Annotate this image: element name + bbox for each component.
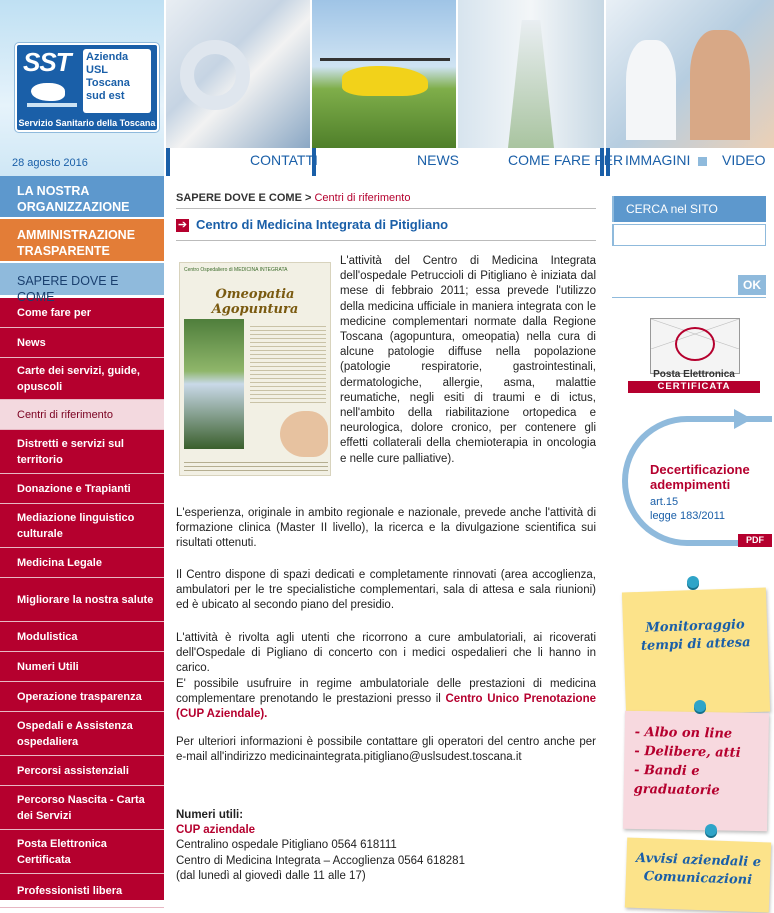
- logo-line: sud est: [86, 90, 125, 102]
- search-input[interactable]: [612, 224, 766, 246]
- decert-subtitle: [650, 495, 725, 523]
- brochure-image[interactable]: [179, 262, 331, 476]
- phone-line: Centro di Medicina Integrata – Accoglienza 0564 618281: [176, 854, 465, 867]
- nav-immagini[interactable]: IMMAGINI: [625, 152, 691, 168]
- sidebar-item-professionisti[interactable]: Professionisti libera: [0, 874, 164, 908]
- phone-line: Centralino ospedale Pitigliano 0564 618111: [176, 839, 397, 852]
- page-title: Centro di Medicina Integrata di Pitigliano: [196, 217, 449, 232]
- hours-line: (dal lunedì al giovedì dalle 11 alle 17): [176, 869, 366, 882]
- brochure-header: Centro Ospedaliero di MEDICINA INTEGRATA: [184, 267, 288, 273]
- sidebar-item-mediazione[interactable]: Mediazione linguistico culturale: [0, 504, 164, 548]
- logo-line: USL: [86, 64, 108, 76]
- logo-line: Azienda: [86, 51, 129, 63]
- pec-line2: CERTIFICATA: [628, 381, 760, 393]
- cup-link[interactable]: Centro Unico Prenotazione (CUP Aziendale).: [176, 692, 596, 721]
- paragraph-utenti-text: L'attività è rivolta agli utenti che ricorrono a cure ambulatoriali, ai ricoverati dell'Ospedale di Pigliano di concerto con i medici ospedalieri che li hanno in carico.: [176, 632, 596, 675]
- brochure-title-line: Agopuntura: [211, 302, 299, 317]
- waterfall-image: [184, 319, 244, 449]
- sidebar-item-distretti[interactable]: Distretti e servizi sul territorio: [0, 430, 164, 474]
- paragraph-utenti: [176, 631, 596, 722]
- paragraph-esperienza: L'esperienza, originale in ambito regionale e nazionale, prevede anche l'attività di formazione clinica (Master II livello), la ricerca e la divulgazione scientifica sui risultati ottenuti.: [176, 507, 596, 550]
- note-albo-list: [634, 723, 763, 801]
- logo-subtitle: Servizio Sanitario della Toscana: [18, 118, 156, 128]
- logo-abbr: SST: [23, 47, 71, 77]
- search-label: CERCA nel SITO: [612, 196, 766, 222]
- pec-banner[interactable]: [624, 316, 764, 392]
- nav-come-fare-per[interactable]: COME FARE PER: [508, 152, 624, 168]
- sidebar-item-medicina-legale[interactable]: Medicina Legale: [0, 548, 164, 578]
- divider: [176, 208, 596, 209]
- site-logo[interactable]: [15, 43, 159, 132]
- sidebar-item-percorso-nascita[interactable]: Percorso Nascita - Carta dei Servizi: [0, 786, 164, 830]
- pdf-icon: PDF: [738, 534, 772, 547]
- left-sidebar: [0, 176, 164, 900]
- decert-sub-line: legge 183/2011: [650, 510, 726, 522]
- hand-image: [280, 411, 328, 457]
- paragraph-cup-text: E' possibile usufruire in regime ambulatoriale delle prestazioni di medicina complementare prenotando le prestazioni presso il: [176, 677, 596, 705]
- header-photo-helicopter: [312, 0, 456, 148]
- divider: [176, 240, 596, 241]
- note-monitoraggio-text: Monitoraggio tempi di attesa: [640, 617, 751, 654]
- breadcrumb-parent[interactable]: SAPERE DOVE E COME: [176, 192, 302, 204]
- divider: [612, 297, 766, 298]
- sidebar-item-donazione[interactable]: Donazione e Trapianti: [0, 474, 164, 504]
- nav-news[interactable]: NEWS: [417, 152, 459, 168]
- bird-icon: [31, 83, 65, 101]
- note-monitoraggio[interactable]: [622, 588, 770, 717]
- helicopter-shape: [342, 66, 428, 96]
- sidebar-top-organizzazione[interactable]: LA NOSTRA ORGANIZZAZIONE: [0, 176, 164, 219]
- numeri-utili-block: [176, 808, 596, 884]
- header-photo-doctor: [606, 0, 774, 148]
- note-albo: [623, 711, 769, 831]
- corridor-shape: [508, 20, 554, 148]
- sidebar-item-pec[interactable]: Posta Elettronica Certificata: [0, 830, 164, 874]
- site-header: [0, 0, 774, 176]
- mri-scanner-shape: [180, 40, 250, 110]
- header-photo-corridor: [458, 0, 604, 148]
- brochure-title-line: Omeopatia: [215, 287, 295, 302]
- brochure-text-lines: [250, 323, 326, 403]
- brochure-title: [180, 287, 330, 317]
- breadcrumb-current: Centri di riferimento: [314, 192, 411, 204]
- sidebar-item-news[interactable]: News: [0, 328, 164, 358]
- paragraph-contatti: Per ulteriori informazioni è possibile contattare gli operatori del centro anche per e-mail all'indirizzo medicinaintegrata.pitigliano@uslsudest.toscana.it: [176, 736, 596, 764]
- sidebar-top-sapere-dove[interactable]: SAPERE DOVE E COME: [0, 263, 164, 298]
- decert-title-line: adempimenti: [650, 477, 731, 492]
- arrow-right-icon: ➔: [177, 219, 188, 231]
- right-column: [612, 176, 774, 900]
- pec-line1: Posta Elettronica: [653, 369, 735, 380]
- sidebar-item-come-fare-per[interactable]: Come fare per: [0, 298, 164, 328]
- logo-line: Toscana: [86, 77, 130, 89]
- logo-text: [83, 49, 151, 113]
- sidebar-item-centri-riferimento[interactable]: Centri di riferimento: [0, 400, 164, 430]
- sidebar-item-modulistica[interactable]: Modulistica: [0, 622, 164, 652]
- note-avvisi[interactable]: [625, 838, 771, 913]
- envelope-icon: [650, 318, 740, 374]
- patient-shape: [690, 30, 750, 140]
- paragraph-intro: L'attività del Centro di Medicina Integrata dell'ospedale Petruccioli di Pitigliano è iniziata dal mese di febbraio 2011; essa prevede l'utilizzo della medicina ufficiale in maniera integrata con le medicine complementari normate dalla Regione Toscana (agopuntura, omeopatia) nella cura di alcune patologie diffuse nella popolazione (patologie respiratorie, gastrointestinali, dermatologiche, allergie, asma, malattie reumatiche, negli esiti di traumi e di ictus, nell'ambito della riabilitazione ortopedica e neurologica, dolore cronico, per contenere gli effetti collaterali della chemioterapia in oncologia e nelle cure palliative).: [340, 255, 596, 465]
- note-avvisi-text: Avvisi aziendali e Comunicazioni: [635, 850, 762, 888]
- decertificazione-banner[interactable]: [622, 416, 772, 546]
- bandi-link[interactable]: - Bandi e graduatorie: [633, 762, 720, 799]
- numeri-utili-title: Numeri utili:: [176, 809, 244, 821]
- square-bullet-icon: [698, 157, 707, 166]
- arrowhead-icon: [734, 409, 752, 429]
- doctor-shape: [626, 40, 676, 140]
- sidebar-item-operazione-trasparenza[interactable]: Operazione trasparenza: [0, 682, 164, 712]
- nav-video[interactable]: VIDEO: [722, 152, 766, 168]
- logo-column: [0, 0, 166, 176]
- search-ok-button[interactable]: OK: [738, 275, 766, 295]
- breadcrumb-separator: >: [301, 192, 315, 204]
- decert-title-line: Decertificazione: [650, 462, 750, 477]
- sidebar-item-numeri-utili[interactable]: Numeri Utili: [0, 652, 164, 682]
- decert-sub-line: art.15: [650, 496, 679, 508]
- cup-aziendale-link[interactable]: CUP aziendale: [176, 824, 256, 837]
- header-photo-mri: [166, 0, 310, 148]
- rotor-shape: [320, 58, 450, 61]
- albo-link[interactable]: - Albo on line: [634, 724, 733, 742]
- sidebar-top-amministrazione[interactable]: AMMINISTRAZIONE TRASPARENTE: [0, 219, 164, 263]
- sidebar-item-migliorare[interactable]: Migliorare la nostra salute: [0, 578, 164, 622]
- pushpin-icon: [705, 824, 717, 836]
- wave-icon: [27, 103, 77, 107]
- delibere-link[interactable]: - Delibere, atti: [634, 743, 741, 761]
- sidebar-item-percorsi[interactable]: Percorsi assistenziali: [0, 756, 164, 786]
- brochure-footer-lines: [184, 459, 328, 473]
- breadcrumb: [176, 192, 410, 204]
- sidebar-item-ospedali[interactable]: Ospedali e Assistenza ospedaliera: [0, 712, 164, 756]
- sidebar-item-carte-servizi[interactable]: Carte dei servizi, guide, opuscoli: [0, 358, 164, 400]
- decert-title: [650, 462, 750, 492]
- certified-stamp-icon: [675, 327, 715, 361]
- pushpin-icon: [694, 700, 706, 712]
- nav-contatti[interactable]: CONTATTI: [250, 152, 318, 168]
- current-date: 28 agosto 2016: [12, 157, 88, 169]
- paragraph-spazi: Il Centro dispone di spazi dedicati e completamente rinnovati (area accoglienza, ambulatori per le tre specialistiche complementari, sala di attesa e sala riunioni) ed è ubicato al secondo piano del presidio.: [176, 569, 596, 612]
- pushpin-icon: [687, 576, 699, 588]
